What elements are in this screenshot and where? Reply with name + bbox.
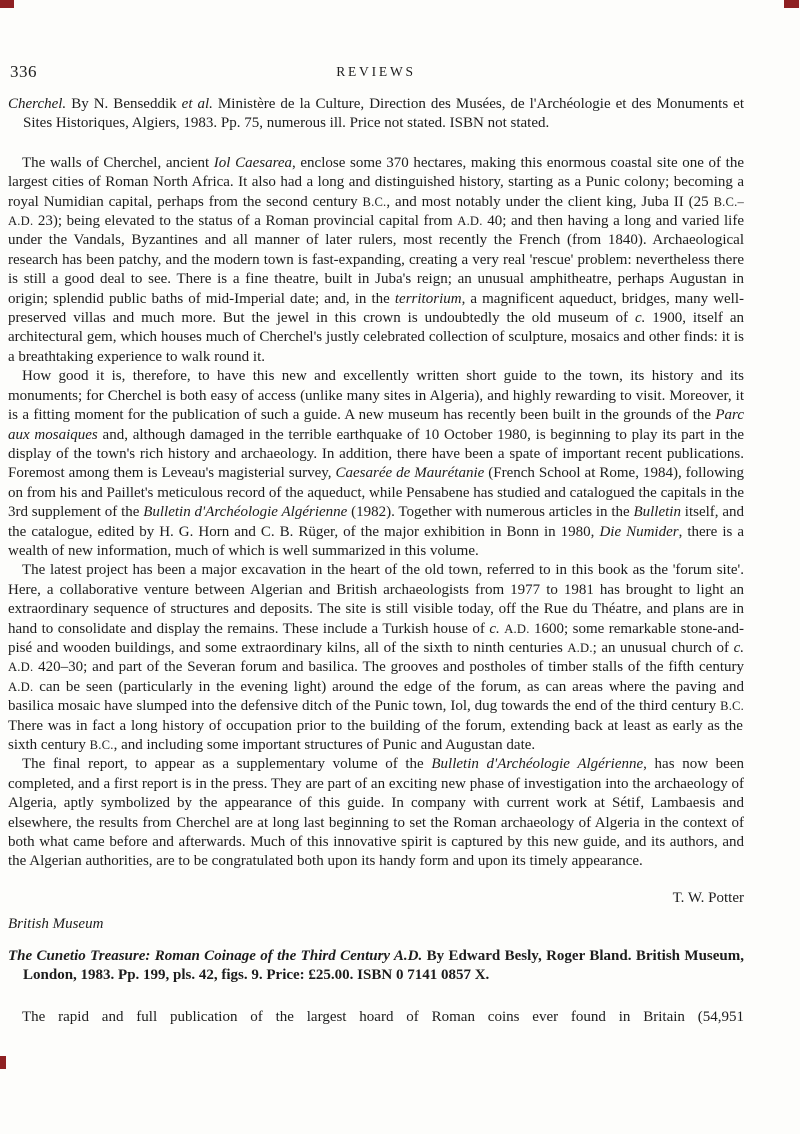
scan-mark-top-left [0,0,14,8]
text-segment: , a magnificent aqueduct, bridges, many well-preserved villas and much more. But the jewel in this crown is undoubtedly the old museum of [8,290,744,327]
text-segment: Bulletin d'Archéologie Algérienne [143,504,348,521]
page-number: 336 [10,62,37,81]
text-segment: The walls of Cherchel, ancient [22,154,214,171]
text-segment: c. [634,310,646,327]
scan-mark-left-edge [0,1056,6,1069]
text-segment: A.D. [8,660,34,675]
running-head [8,62,744,83]
cherchel-bibliographic-heading [8,95,744,134]
text-segment: How good it is, therefore, to have this new and excellently written short guide to the town, its history and its monuments; for Cherchel is both easy of access (unlike many sites in Algeria), and highly rewarding to visit. Moreover, it is a fitting moment for the publication of such a guide. A new museum has recently been built in the grounds of the [8,368,744,424]
text-segment: B.C. [89,738,114,752]
text-segment: Cherchel. [8,96,67,112]
cunetio-opening-line [8,1008,744,1027]
text-segment: 40; and then having a long and varied life under the Vandals, Byzantines and all manner of later rulers, most recently the French (from 1840). Archaeological research has been patchy, and the modern town is fast-expanding, creating a very real 'rescue' problem: nevertheless there is still a good deal to see. There is a fine theatre, built in Juba's reign; an unusual amphitheatre, perhaps Augustan in origin; splendid public baths of mid-Imperial date; and, in the [8,213,744,307]
text-segment: , there is a wealth of new information, much of which is well summarized in this volume. [8,523,745,559]
text-segment: , and including some important structures of Punic and Augustan date. [113,737,536,753]
text-segment: 420–30; and part of the Severan forum and basilica. The grooves and postholes of timber stalls of the fifth century [33,659,744,676]
text-segment: Bulletin [633,504,681,521]
text-segment: The final report, to appear as a supplementary volume of the [22,756,432,773]
text-segment: A.D. [567,640,593,655]
text-segment: , enclose some 370 hectares, making this enormous coastal site one of the largest cities of Roman North Africa. It also had a long and distinguished history, starting as a Punic colony; becoming a royal Numidian capital, perhaps from the second century [8,154,744,210]
cherchel-paragraph-3 [8,561,744,755]
text-segment: can be seen (particularly in the evening light) around the edge of the forum, as can areas where the paving and basilica mosaic have slumped into the defensive ditch of the Punic town, Iol, dug towards the end of the third century [8,678,744,715]
text-segment: (French School at Rome, 1984), following on from his and Paillet's meticulous record of the aqueduct, while Pensabene has studied and catalogued the capitals in the 3rd supplement of the [8,465,745,521]
text-segment: Parc aux mosaiques [8,407,744,443]
text-segment: B.C. [720,699,744,714]
text-segment: A.D. [504,621,530,636]
text-segment: The Cunetio Treasure: Roman Coinage of the Third Century A.D. [8,947,423,964]
text-segment: The rapid and full publication of the largest hoard of Roman coins ever found in Britain (54,951 [22,1009,744,1026]
cunetio-bibliographic-heading [8,947,744,986]
text-segment: B.C. [362,194,387,209]
text-segment: 23); being elevated to the status of a Roman provincial capital from [33,213,458,230]
review-cunetio [8,947,744,1028]
cherchel-paragraph-4 [8,755,744,871]
text-segment: c. [489,620,500,637]
text-segment: B.C.–A.D. [8,194,744,229]
cherchel-review-body [8,154,744,872]
text-segment: By Edward Besly, Roger Bland. British Museum, London, 1983. Pp. 199, pls. 42, figs. 9. Price: £25.00. ISBN 0 7141 0857 X. [23,947,744,984]
text-segment: c. [733,639,744,656]
text-segment: (1982). Together with numerous articles in the [347,504,634,521]
section-title: REVIEWS [336,64,416,79]
text-segment: ; an unusual church of [592,639,734,656]
text-segment: territorium [394,290,462,307]
text-segment: A.D. [457,214,483,229]
text-segment: , has now been completed, and a first report is in the press. They are part of an exciting new phase of investigation into the archaeology of Algeria, aptly symbolized by the appearance of this guide. In company with current work at Sétif, Lambaesis and elsewhere, the results from Cherchel are at long last beginning to set the Roman archaeology of Algeria in the context of both what came before and afterwards. Much of this innovative spirit is captured by this new guide, and its authors, and the Algerian authorities, are to be congratulated both upon its handy form and upon its timely appearance. [8,756,744,870]
text-segment: Iol Caesarea [213,154,293,171]
text-segment: Caesarée de Maurétanie [335,465,485,482]
text-segment: , and most notably under the client king, Juba II (25 [386,193,714,210]
text-segment: itself, and the catalogue, edited by H. G. Horn and C. B. Rüger, of the major exhibition in Bonn in 1980, [8,504,744,540]
cherchel-paragraph-2 [8,367,744,561]
text-segment: There was in fact a long history of occupation prior to the building of the forum, extending back at least as early as the sixth century [8,717,743,753]
text-segment: 1600; some remarkable stone-and-pisé and wooden buildings, and some extraordinary kilns, all of the sixth to ninth centuries [8,620,744,656]
text-segment: A.D. [8,679,34,694]
text-segment: Bulletin d'Archéologie Algérienne [431,756,644,773]
scan-mark-top-right [784,0,799,8]
cherchel-paragraph-1 [8,154,744,367]
text-segment: 1900, itself an architectural gem, which houses much of Cherchel's justly celebrated collection of sculpture, mosaics and other finds: it is a breathtaking experience to walk round it. [8,310,744,365]
text-segment: Die Numider [599,523,679,540]
reviewer-affiliation: British Museum [8,916,104,933]
text-segment: The latest project has been a major excavation in the heart of the old town, referred to in this book as the 'forum site'. Here, a collaborative venture between Algerian and British archaeologists from 1977 to 1981 has brought to light an extraordinary sequence of structures and deposits. The site is still visible today, off the Rue du Théatre, and plans are in hand to consolidate and display the remains. These include a Turkish house of [8,562,744,637]
review-cherchel [8,95,744,935]
text-segment: and, although damaged in the terrible earthquake of 10 October 1980, is beginning to play its part in the display of the town's rich history and archaeology. In addition, there have been a spate of important recent publications. Foremost among them is Leveau's magisterial survey, [8,426,744,482]
text-segment: By N. Benseddik [66,96,182,112]
reviewer-signature: T. W. Potter [672,889,744,906]
text-segment: et al. [181,96,213,112]
text-segment: Ministère de la Culture, Direction des Musées, de l'Archéologie et des Monuments et Sites Historiques, Algiers, 1983. Pp. 75, numerous ill. Price not stated. ISBN not stated. [23,96,744,132]
